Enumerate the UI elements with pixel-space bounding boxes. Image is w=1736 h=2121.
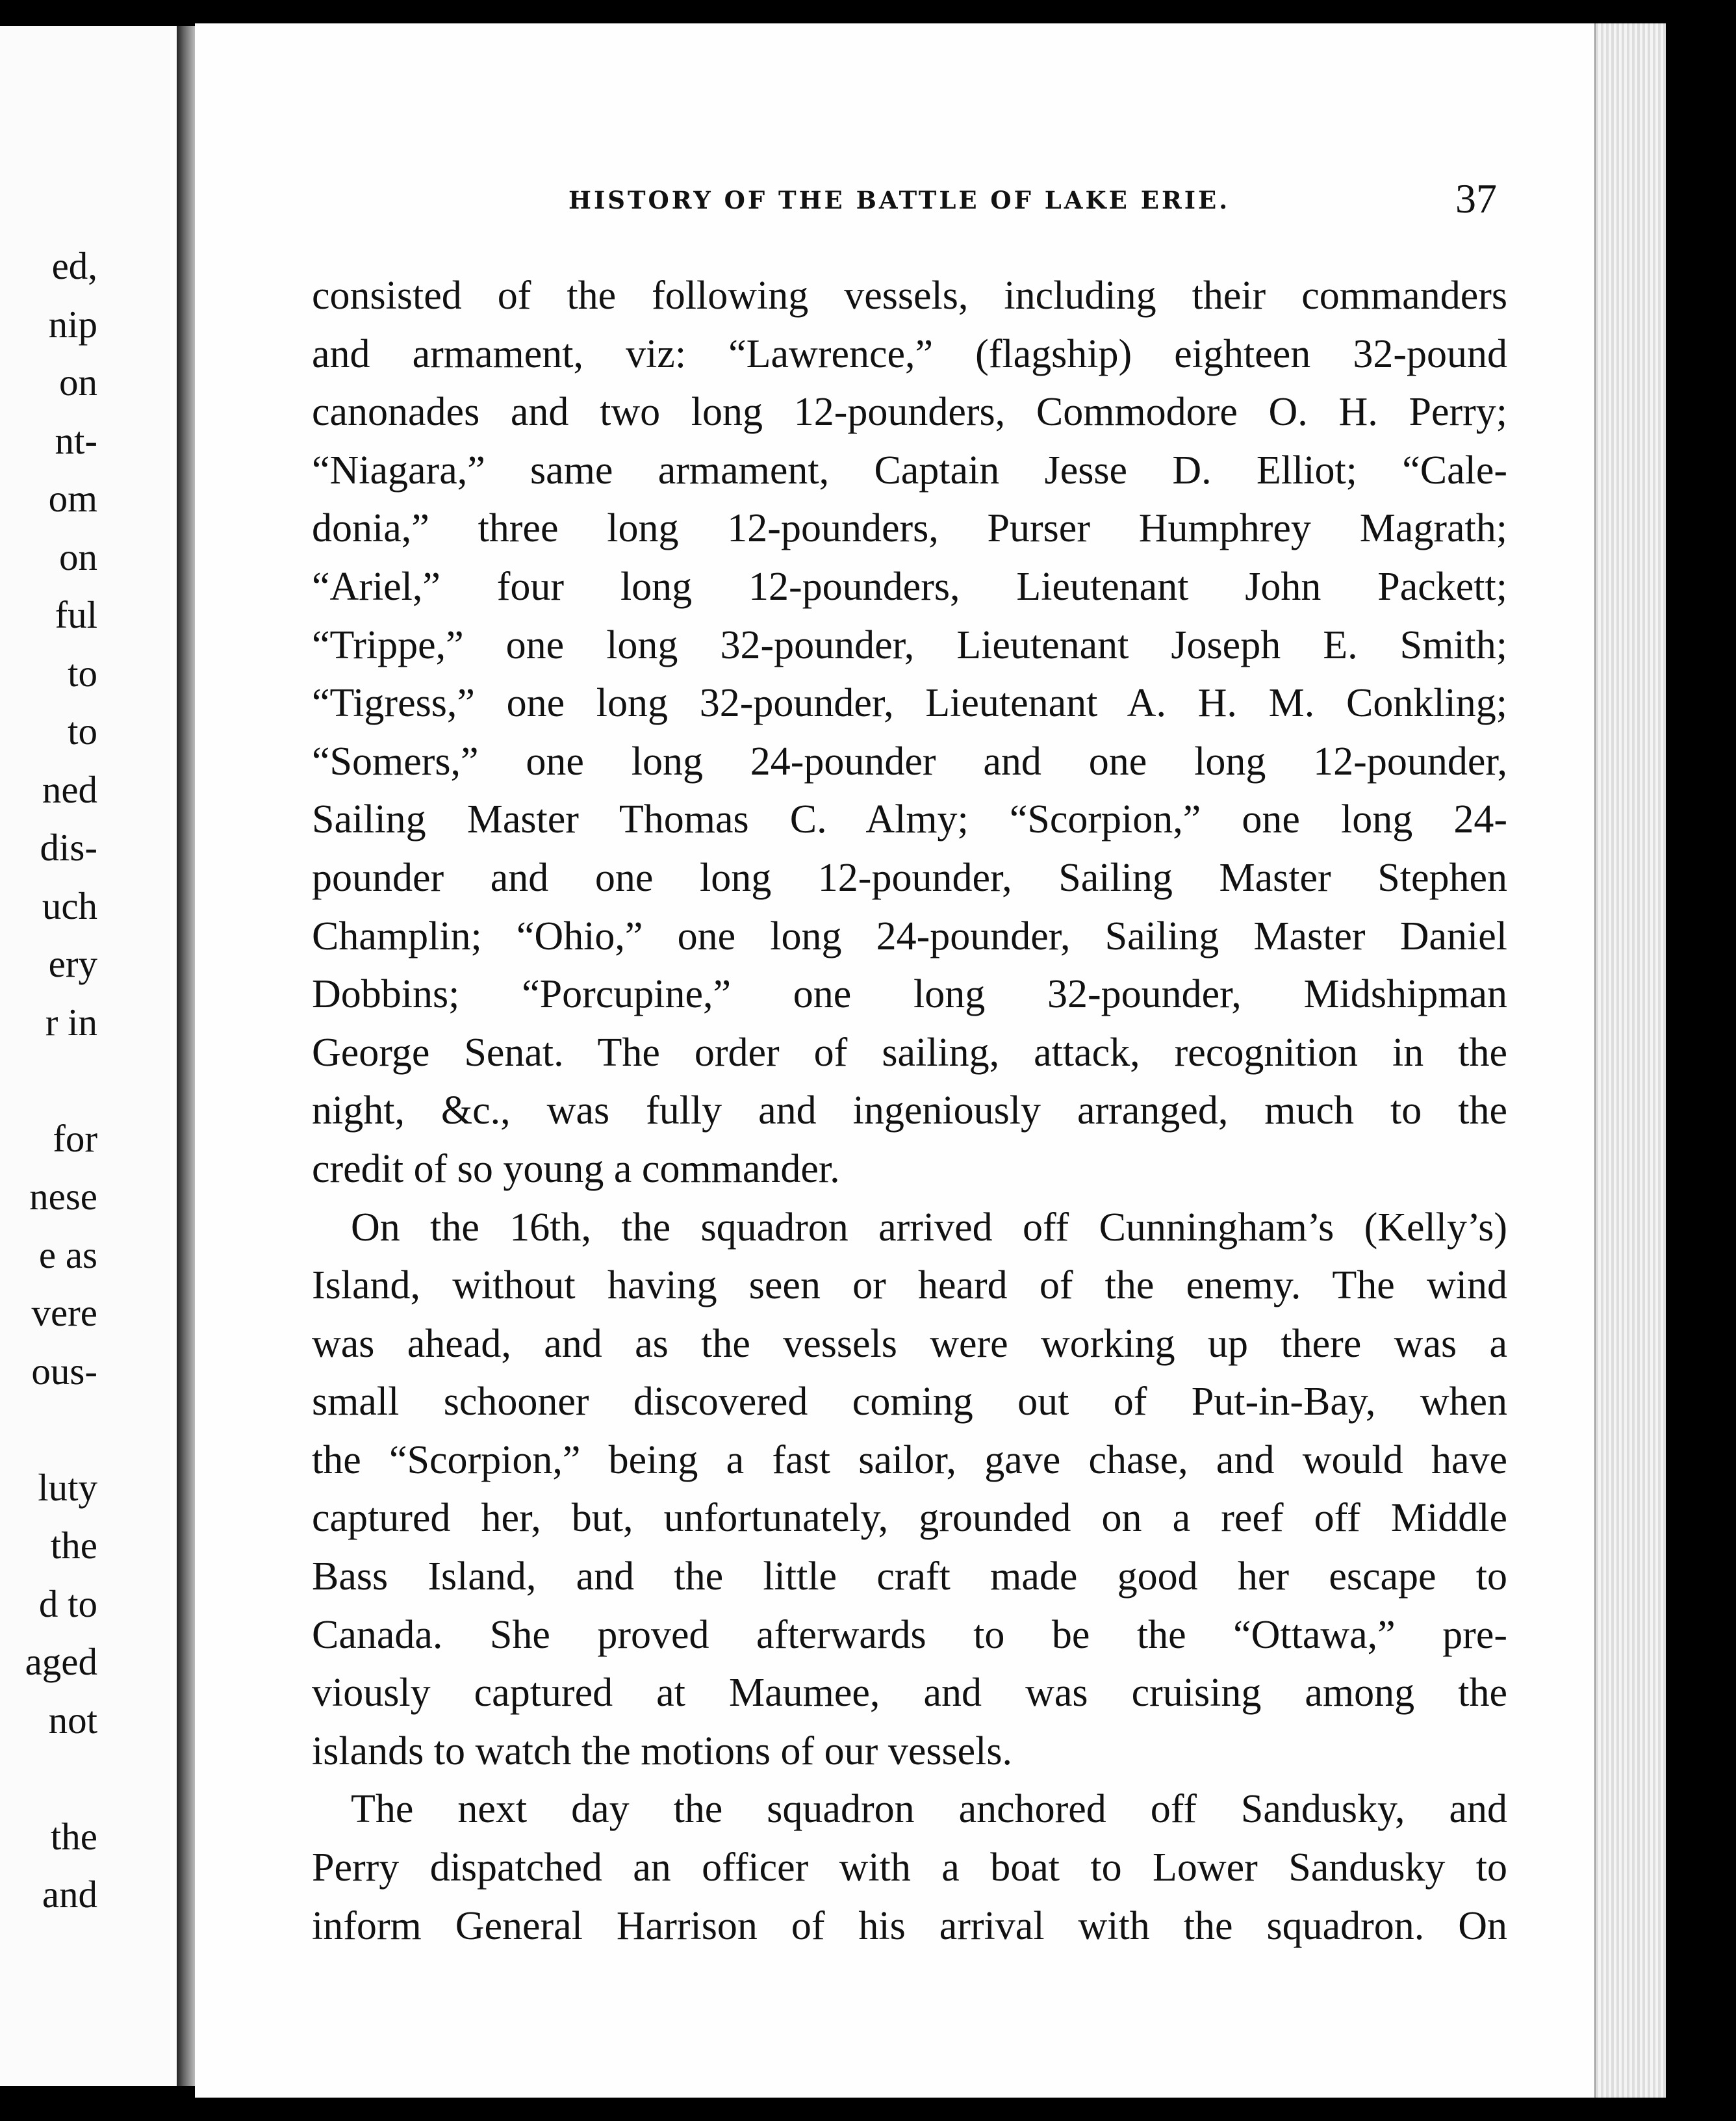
text-line: captured her, but, unfortunately, grounded on a reef off Middle [312, 1496, 1507, 1541]
text-line: Sailing Master Thomas C. Almy; “Scorpion,” one long 24- [312, 797, 1507, 842]
left-page-fragment: vere [31, 1291, 97, 1334]
text-line: consisted of the following vessels, including their commanders [312, 274, 1507, 318]
left-page-fragment: ned [42, 767, 97, 811]
left-page-fragment: ful [55, 593, 97, 636]
text-line: small schooner discovered coming out of Put-in-Bay, when [312, 1380, 1507, 1424]
left-page-fragment: e as [38, 1233, 97, 1276]
left-page-fragment: ous- [31, 1349, 97, 1393]
text-line: canonades and two long 12-pounders, Commodore O. H. Perry; [312, 390, 1507, 435]
left-page-fragment: not [48, 1698, 97, 1742]
left-page-fragment: r in [45, 1000, 97, 1044]
left-page-fragment: ery [48, 942, 97, 985]
text-line: the “Scorpion,” being a fast sailor, gave chase, and would have [312, 1437, 1507, 1482]
text-line: On the 16th, the squadron arrived off Cunningham’s (Kelly’s) [351, 1205, 1507, 1250]
left-page-fragment: uch [42, 884, 97, 927]
text-line: Perry dispatched an officer with a boat to Lower Sandusky to [312, 1845, 1507, 1890]
text-line: islands to watch the motions of our vessels. [312, 1729, 1012, 1773]
text-line: “Somers,” one long 24-pounder and one long 12-pounder, [312, 739, 1507, 784]
left-page-fragment: om [48, 477, 97, 520]
left-page-fragment: ed, [51, 244, 97, 287]
text-line: donia,” three long 12-pounders, Purser Humphrey Magrath; [312, 506, 1507, 551]
left-page [0, 26, 179, 2086]
text-line: Dobbins; “Porcupine,” one long 32-pounder, Midshipman [312, 972, 1507, 1017]
left-page-fragment: the [50, 1814, 97, 1858]
text-line: night, &c., was fully and ingeniously arranged, much to the [312, 1088, 1507, 1133]
left-page-fragment: aged [25, 1640, 97, 1683]
book-gutter [177, 26, 195, 2086]
text-line: viously captured at Maumee, and was cruising among the [312, 1671, 1507, 1716]
left-page-fragment: on [59, 361, 97, 404]
paragraph [312, 1780, 1507, 1955]
body-text [312, 267, 1507, 1955]
left-page-fragment: nese [29, 1175, 97, 1218]
running-head: HISTORY OF THE BATTLE OF LAKE ERIE. [568, 186, 1231, 214]
left-page-fragment: on [59, 535, 97, 578]
text-line: Champlin; “Ohio,” one long 24-pounder, Sailing Master Daniel [312, 914, 1507, 958]
left-page-fragment: nip [48, 302, 97, 346]
text-line: was ahead, and as the vessels were working up there was a [312, 1321, 1507, 1366]
left-page-fragment: and [42, 1873, 97, 1916]
left-page-fragment: to [68, 651, 97, 695]
left-page-fragment: the [50, 1524, 97, 1567]
left-page-fragment: dis- [40, 826, 97, 869]
text-line: “Ariel,” four long 12-pounders, Lieutenant John Packett; [312, 564, 1507, 609]
paragraph [312, 1199, 1507, 1781]
left-page-fragment: luty [38, 1465, 97, 1509]
left-page-fragment: d to [38, 1582, 97, 1625]
text-line: “Niagara,” same armament, Captain Jesse D. Elliot; “Cale- [312, 448, 1507, 493]
text-line: “Trippe,” one long 32-pounder, Lieutenant Joseph E. Smith; [312, 623, 1507, 667]
left-page-fragment: for [53, 1116, 97, 1160]
text-line: inform General Harrison of his arrival with the squadron. On [312, 1903, 1507, 1948]
text-line: and armament, viz: “Lawrence,” (flagship) eighteen 32-pound [312, 331, 1507, 376]
left-page-fragment: to [68, 710, 97, 752]
page-number: 37 [1455, 175, 1497, 222]
text-line: Bass Island, and the little craft made good her escape to [312, 1554, 1507, 1599]
left-page-fragment: nt- [55, 418, 97, 462]
text-line: The next day the squadron anchored off Sandusky, and [351, 1787, 1507, 1832]
text-line: credit of so young a commander. [312, 1146, 840, 1191]
text-line: Canada. She proved afterwards to be the “Ottawa,” pre- [312, 1612, 1507, 1657]
text-line: George Senat. The order of sailing, attack, recognition in the [312, 1030, 1507, 1075]
right-page [195, 23, 1666, 2098]
text-line: Island, without having seen or heard of the enemy. The wind [312, 1263, 1507, 1308]
text-line: “Tigress,” one long 32-pounder, Lieutenant A. H. M. Conkling; [312, 681, 1507, 726]
page-edge [1594, 23, 1666, 2098]
text-line: pounder and one long 12-pounder, Sailing Master Stephen [312, 855, 1507, 900]
paragraph [312, 267, 1507, 1199]
